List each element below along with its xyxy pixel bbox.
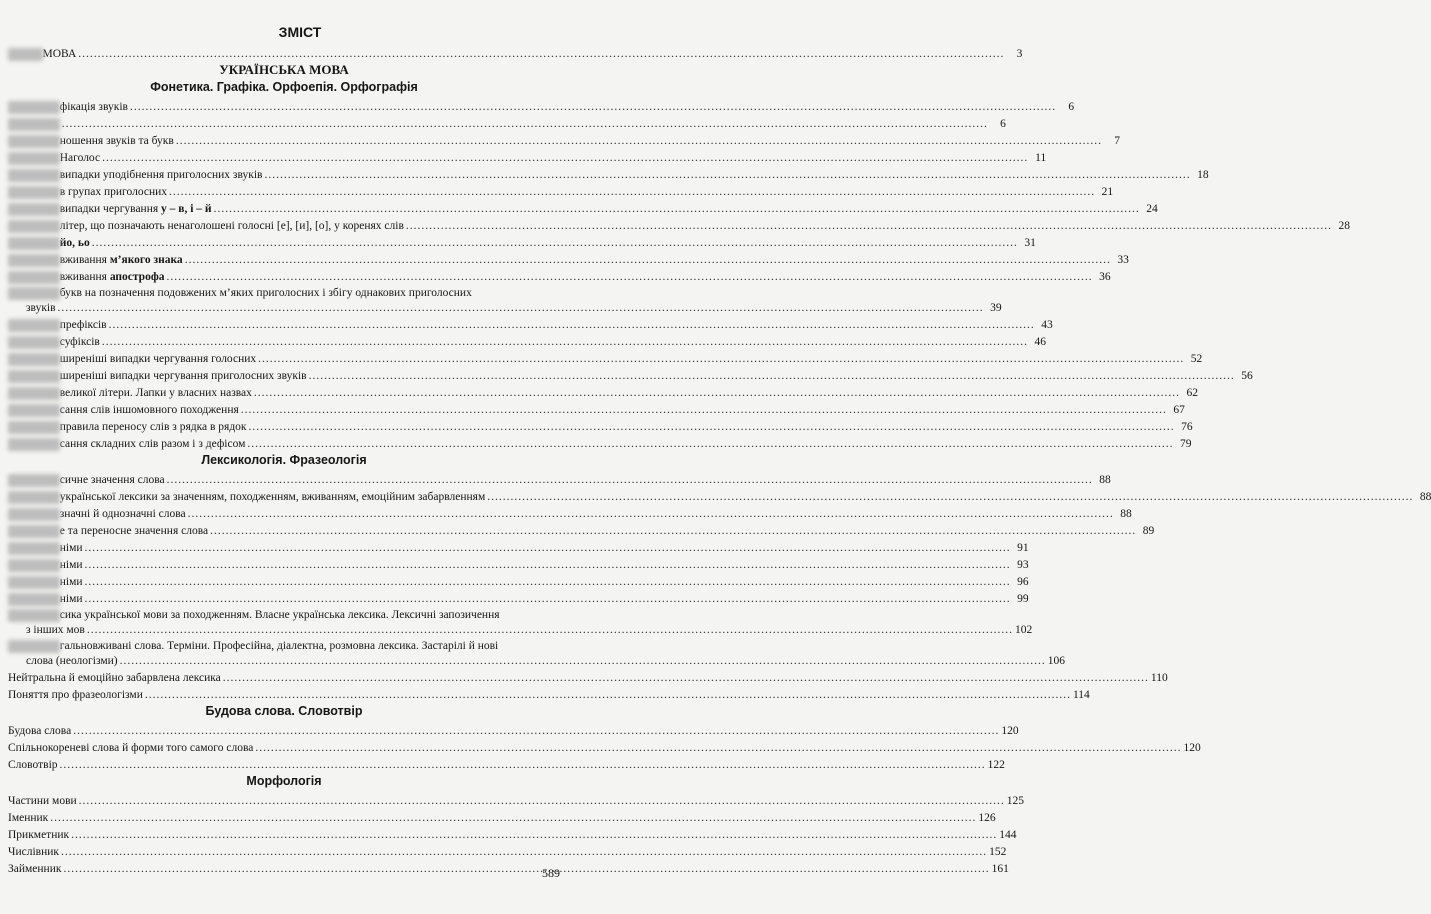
toc-entry xyxy=(8,250,1129,267)
blurred-prefix xyxy=(8,508,60,521)
toc-entry-page: 122 xyxy=(987,759,1005,771)
toc-entry-page: 79 xyxy=(1180,438,1192,450)
toc-entry-page: 88 xyxy=(1419,491,1431,503)
blurred-prefix xyxy=(8,271,60,284)
leader-dots xyxy=(145,689,1071,702)
toc-entry-page: 152 xyxy=(989,846,1007,858)
leader-dots xyxy=(255,742,1181,755)
toc-entry-text: сання слів іншомовного походження xyxy=(59,404,239,416)
blurred-prefix xyxy=(8,491,60,504)
leader-dots xyxy=(249,421,1175,434)
blurred-prefix xyxy=(8,220,60,233)
toc-entry xyxy=(8,332,1046,349)
page-title: ЗМІСТ xyxy=(278,24,322,40)
toc-entry xyxy=(8,366,1253,383)
leader-dots xyxy=(102,336,1028,349)
leader-dots xyxy=(167,271,1093,284)
toc-entry-page: 88 xyxy=(1120,508,1132,520)
toc-entry xyxy=(8,216,1350,233)
leader-dots xyxy=(241,404,1167,417)
toc-entry-page: 3 xyxy=(1016,48,1023,60)
toc-entry xyxy=(8,504,1132,521)
toc-entry xyxy=(8,668,1168,685)
toc-entry xyxy=(8,233,1036,250)
toc-entry-page: 102 xyxy=(1014,624,1033,636)
leader-dots xyxy=(258,353,1184,366)
leader-dots xyxy=(60,759,986,772)
leader-dots xyxy=(254,387,1180,400)
toc-entry xyxy=(8,589,1029,606)
blurred-prefix xyxy=(8,101,60,114)
toc-entry-page: 88 xyxy=(1099,474,1111,486)
toc-entry-page: 126 xyxy=(978,812,996,824)
toc-entry-text-cont: слова (неологізми) xyxy=(26,655,118,667)
toc-entry-text: німи xyxy=(59,559,83,571)
toc-entry-text: Поняття про фразеологізми xyxy=(8,689,143,701)
leader-dots xyxy=(264,169,1190,182)
toc-entry-text: суфіксів xyxy=(59,336,100,348)
toc-entry-text: йо, ьо xyxy=(59,237,90,249)
leader-dots xyxy=(185,254,1111,267)
toc-entry-text: Частини мови xyxy=(8,795,77,807)
toc-entry-text: німи xyxy=(59,542,83,554)
toc-entry-page: 33 xyxy=(1117,254,1129,266)
blurred-prefix xyxy=(8,135,60,148)
toc-entry xyxy=(8,572,1029,589)
toc-entry-top xyxy=(8,44,1023,61)
toc-entry xyxy=(8,487,1431,504)
toc-entry-text: букв на позначення подовжених м’яких приголосних і збігу однакових приголосних xyxy=(59,287,472,299)
toc-entry-page: 36 xyxy=(1099,271,1111,283)
blurred-prefix xyxy=(8,152,60,165)
leader-dots xyxy=(61,846,987,859)
toc-entry xyxy=(8,148,1047,165)
toc-entry-page: 106 xyxy=(1047,655,1065,667)
toc-entry-page: 120 xyxy=(1183,742,1201,754)
blurred-prefix xyxy=(8,287,60,300)
leader-dots xyxy=(214,203,1140,216)
toc-entry-text: правила переносу слів з рядка в рядок xyxy=(59,421,247,433)
toc-entry xyxy=(8,400,1185,417)
blurred-prefix xyxy=(8,640,60,653)
toc-entry-page: 28 xyxy=(1338,220,1350,232)
leader-dots xyxy=(87,624,1013,637)
toc-entry-text-cont: звуків xyxy=(26,302,56,314)
toc-entry-text: Займенник xyxy=(8,863,62,875)
leader-dots xyxy=(247,438,1173,451)
toc-entry xyxy=(8,417,1193,434)
toc-entry-text: Нейтральна й емоційно забарвлена лексика xyxy=(8,672,221,684)
toc-entry-text: префіксів xyxy=(59,319,107,331)
toc-entry-text: сичне значення слова xyxy=(59,474,165,486)
toc-entry-page: 67 xyxy=(1173,404,1185,416)
leader-dots xyxy=(167,474,1093,487)
toc-entry-text: випадки уподібнення приголосних звуків xyxy=(59,169,263,181)
toc-entry-text: значні й однозначні слова xyxy=(59,508,186,520)
toc-entry xyxy=(8,755,1005,772)
toc-entry-page: 161 xyxy=(991,863,1009,875)
leader-dots xyxy=(406,220,1332,233)
toc-entry-page: 11 xyxy=(1035,152,1047,164)
blurred-prefix xyxy=(8,118,60,131)
blurred-prefix xyxy=(8,404,60,417)
toc-entry-text: вживання м’якого знака xyxy=(59,254,183,266)
blurred-prefix xyxy=(8,438,60,451)
leader-dots xyxy=(62,118,988,131)
section-heading: Фонетика. Графіка. Орфоепія. Орфографія xyxy=(150,80,418,94)
blurred-prefix xyxy=(8,353,60,366)
toc-entry-text: вживання апострофа xyxy=(59,271,165,283)
toc-entry xyxy=(8,470,1111,487)
leader-dots xyxy=(78,48,1004,61)
toc-entry xyxy=(8,791,1025,808)
toc-entry xyxy=(8,606,1033,637)
toc-entry-text: МОВА xyxy=(42,48,77,60)
blurred-prefix xyxy=(8,336,60,349)
table-of-contents xyxy=(8,44,1431,876)
toc-entry-text: фікація звуків xyxy=(59,101,128,113)
blurred-prefix xyxy=(8,203,60,216)
toc-entry xyxy=(8,284,1002,315)
leader-dots xyxy=(73,725,999,738)
toc-entry xyxy=(8,434,1192,451)
leader-dots xyxy=(79,795,1005,808)
toc-entry xyxy=(8,165,1209,182)
toc-entry xyxy=(8,825,1017,842)
toc-entry-text: гальновживані слова. Терміни. Професійна, діалектна, розмовна лексика. Застарілі й нові xyxy=(59,640,499,652)
toc-entry-page: 6 xyxy=(1068,101,1075,113)
toc-entry-text: Наголос xyxy=(59,152,101,164)
toc-entry xyxy=(8,383,1199,400)
toc-entry xyxy=(8,199,1158,216)
toc-entry-page: 144 xyxy=(999,829,1017,841)
toc-entry xyxy=(8,637,1065,668)
section-heading: Лексикологія. Фразеологія xyxy=(201,453,367,467)
toc-entry-text: сика української мови за походженням. Власне українська лексика. Лексичні запозичення xyxy=(59,609,500,621)
blurred-prefix xyxy=(8,559,60,572)
toc-entry-page: 89 xyxy=(1142,525,1155,537)
toc-entry-text: ширеніші випадки чергування приголосних звуків xyxy=(59,370,307,382)
leader-dots xyxy=(223,672,1149,685)
leader-dots xyxy=(71,829,997,842)
toc-entry-text: випадки чергування у – в, і – й xyxy=(59,203,212,215)
toc-entry xyxy=(8,555,1029,572)
toc-entry-text: української лексики за значенням, походженням, вживанням, емоційним забарвленням xyxy=(59,491,486,503)
toc-entry xyxy=(8,315,1053,332)
toc-entry-text-cont: з інших мов xyxy=(26,624,85,636)
toc-entry-page: 125 xyxy=(1006,795,1025,807)
blurred-prefix xyxy=(8,609,60,622)
blurred-prefix xyxy=(8,254,60,267)
toc-entry-page: 21 xyxy=(1101,186,1114,198)
blurred-prefix xyxy=(8,576,60,589)
toc-entry-page: 24 xyxy=(1146,203,1158,215)
section-heading: Морфологія xyxy=(246,774,322,788)
toc-entry-page: 6 xyxy=(1000,118,1006,130)
leader-dots xyxy=(85,593,1011,606)
toc-entry-page: 91 xyxy=(1017,542,1029,554)
leader-dots xyxy=(85,559,1011,572)
blurred-prefix xyxy=(8,186,60,199)
blurred-prefix xyxy=(8,370,60,383)
toc-entry xyxy=(8,521,1155,538)
toc-entry-text: ширеніші випадки чергування голосних xyxy=(59,353,257,365)
toc-entry xyxy=(8,182,1114,199)
leader-dots xyxy=(487,491,1413,504)
toc-entry-text: Словотвір xyxy=(8,759,58,771)
blurred-prefix xyxy=(8,237,60,250)
toc-entry xyxy=(8,808,996,825)
leader-dots xyxy=(188,508,1114,521)
toc-entry-text: німи xyxy=(59,576,83,588)
blurred-prefix xyxy=(8,169,60,182)
section-main-heading: УКРАЇНСЬКА МОВА xyxy=(219,62,349,77)
leader-dots xyxy=(130,101,1056,114)
toc-entry-page: 39 xyxy=(990,302,1002,314)
sections-container xyxy=(8,78,1431,876)
toc-entry-text: великої літери. Лапки у власних назвах xyxy=(59,387,252,399)
leader-dots xyxy=(102,152,1028,165)
toc-entry-text: німи xyxy=(59,593,83,605)
toc-entry-page: 96 xyxy=(1017,576,1029,588)
leader-dots xyxy=(85,576,1011,589)
leader-dots xyxy=(176,135,1102,148)
toc-entry xyxy=(8,685,1090,702)
toc-entry-page: 114 xyxy=(1072,689,1090,701)
toc-entry xyxy=(8,267,1111,284)
toc-entry xyxy=(8,738,1201,755)
toc-entry-page: 7 xyxy=(1114,135,1120,147)
toc-entry-text: е та переносне значення слова xyxy=(59,525,209,537)
toc-entry-text: Числівник xyxy=(8,846,59,858)
blurred-prefix xyxy=(8,593,60,606)
leader-dots xyxy=(210,525,1136,538)
toc-entry-page: 93 xyxy=(1017,559,1029,571)
blurred-prefix xyxy=(8,474,60,487)
toc-entry-text: Спільнокореневі слова й форми того самого слова xyxy=(8,742,254,754)
toc-entry xyxy=(8,131,1120,148)
toc-entry-page: 46 xyxy=(1034,336,1046,348)
toc-entry xyxy=(8,349,1203,366)
blurred-prefix xyxy=(8,319,60,332)
toc-entry-page: 120 xyxy=(1001,725,1019,737)
toc-entry xyxy=(8,538,1029,555)
toc-entry-text: в групах приголосних xyxy=(59,186,168,198)
leader-dots xyxy=(309,370,1235,383)
toc-entry-page: 62 xyxy=(1186,387,1199,399)
toc-entry-text: Будова слова xyxy=(8,725,72,737)
blurred-prefix xyxy=(8,542,60,555)
leader-dots xyxy=(109,319,1035,332)
blurred-prefix xyxy=(8,387,60,400)
leader-dots xyxy=(63,863,989,876)
leader-dots xyxy=(92,237,1018,250)
toc-entry-text: Прикметник xyxy=(8,829,70,841)
page-number: 589 xyxy=(542,866,560,880)
toc-entry-page: 56 xyxy=(1241,370,1253,382)
toc-entry-page: 31 xyxy=(1024,237,1036,249)
toc-entry xyxy=(8,721,1019,738)
toc-entry-page: 18 xyxy=(1197,169,1209,181)
toc-entry-page: 99 xyxy=(1017,593,1029,605)
toc-entry-page: 43 xyxy=(1041,319,1053,331)
leader-dots xyxy=(50,812,976,825)
toc-entry-text: сання складних слів разом і з дефісом xyxy=(59,438,246,450)
toc-entry-page: 110 xyxy=(1150,672,1168,684)
toc-entry xyxy=(8,859,1009,876)
toc-entry xyxy=(8,114,1006,131)
blurred-prefix xyxy=(8,421,60,434)
leader-dots xyxy=(58,302,984,315)
leader-dots xyxy=(169,186,1095,199)
blurred-prefix xyxy=(8,48,43,61)
toc-entry-page: 76 xyxy=(1181,421,1193,433)
toc-entry-text: літер, що позначають ненаголошені голосні [е], [и], [о], у коренях слів xyxy=(59,220,404,232)
toc-entry-page: 52 xyxy=(1190,353,1203,365)
leader-dots xyxy=(85,542,1011,555)
toc-entry xyxy=(8,842,1007,859)
leader-dots xyxy=(120,655,1046,668)
blurred-prefix xyxy=(8,525,60,538)
toc-entry xyxy=(8,97,1075,114)
toc-entry-text: ношення звуків та букв xyxy=(59,135,174,147)
section-heading: Будова слова. Словотвір xyxy=(205,704,363,718)
toc-entry-text: Іменник xyxy=(8,812,49,824)
